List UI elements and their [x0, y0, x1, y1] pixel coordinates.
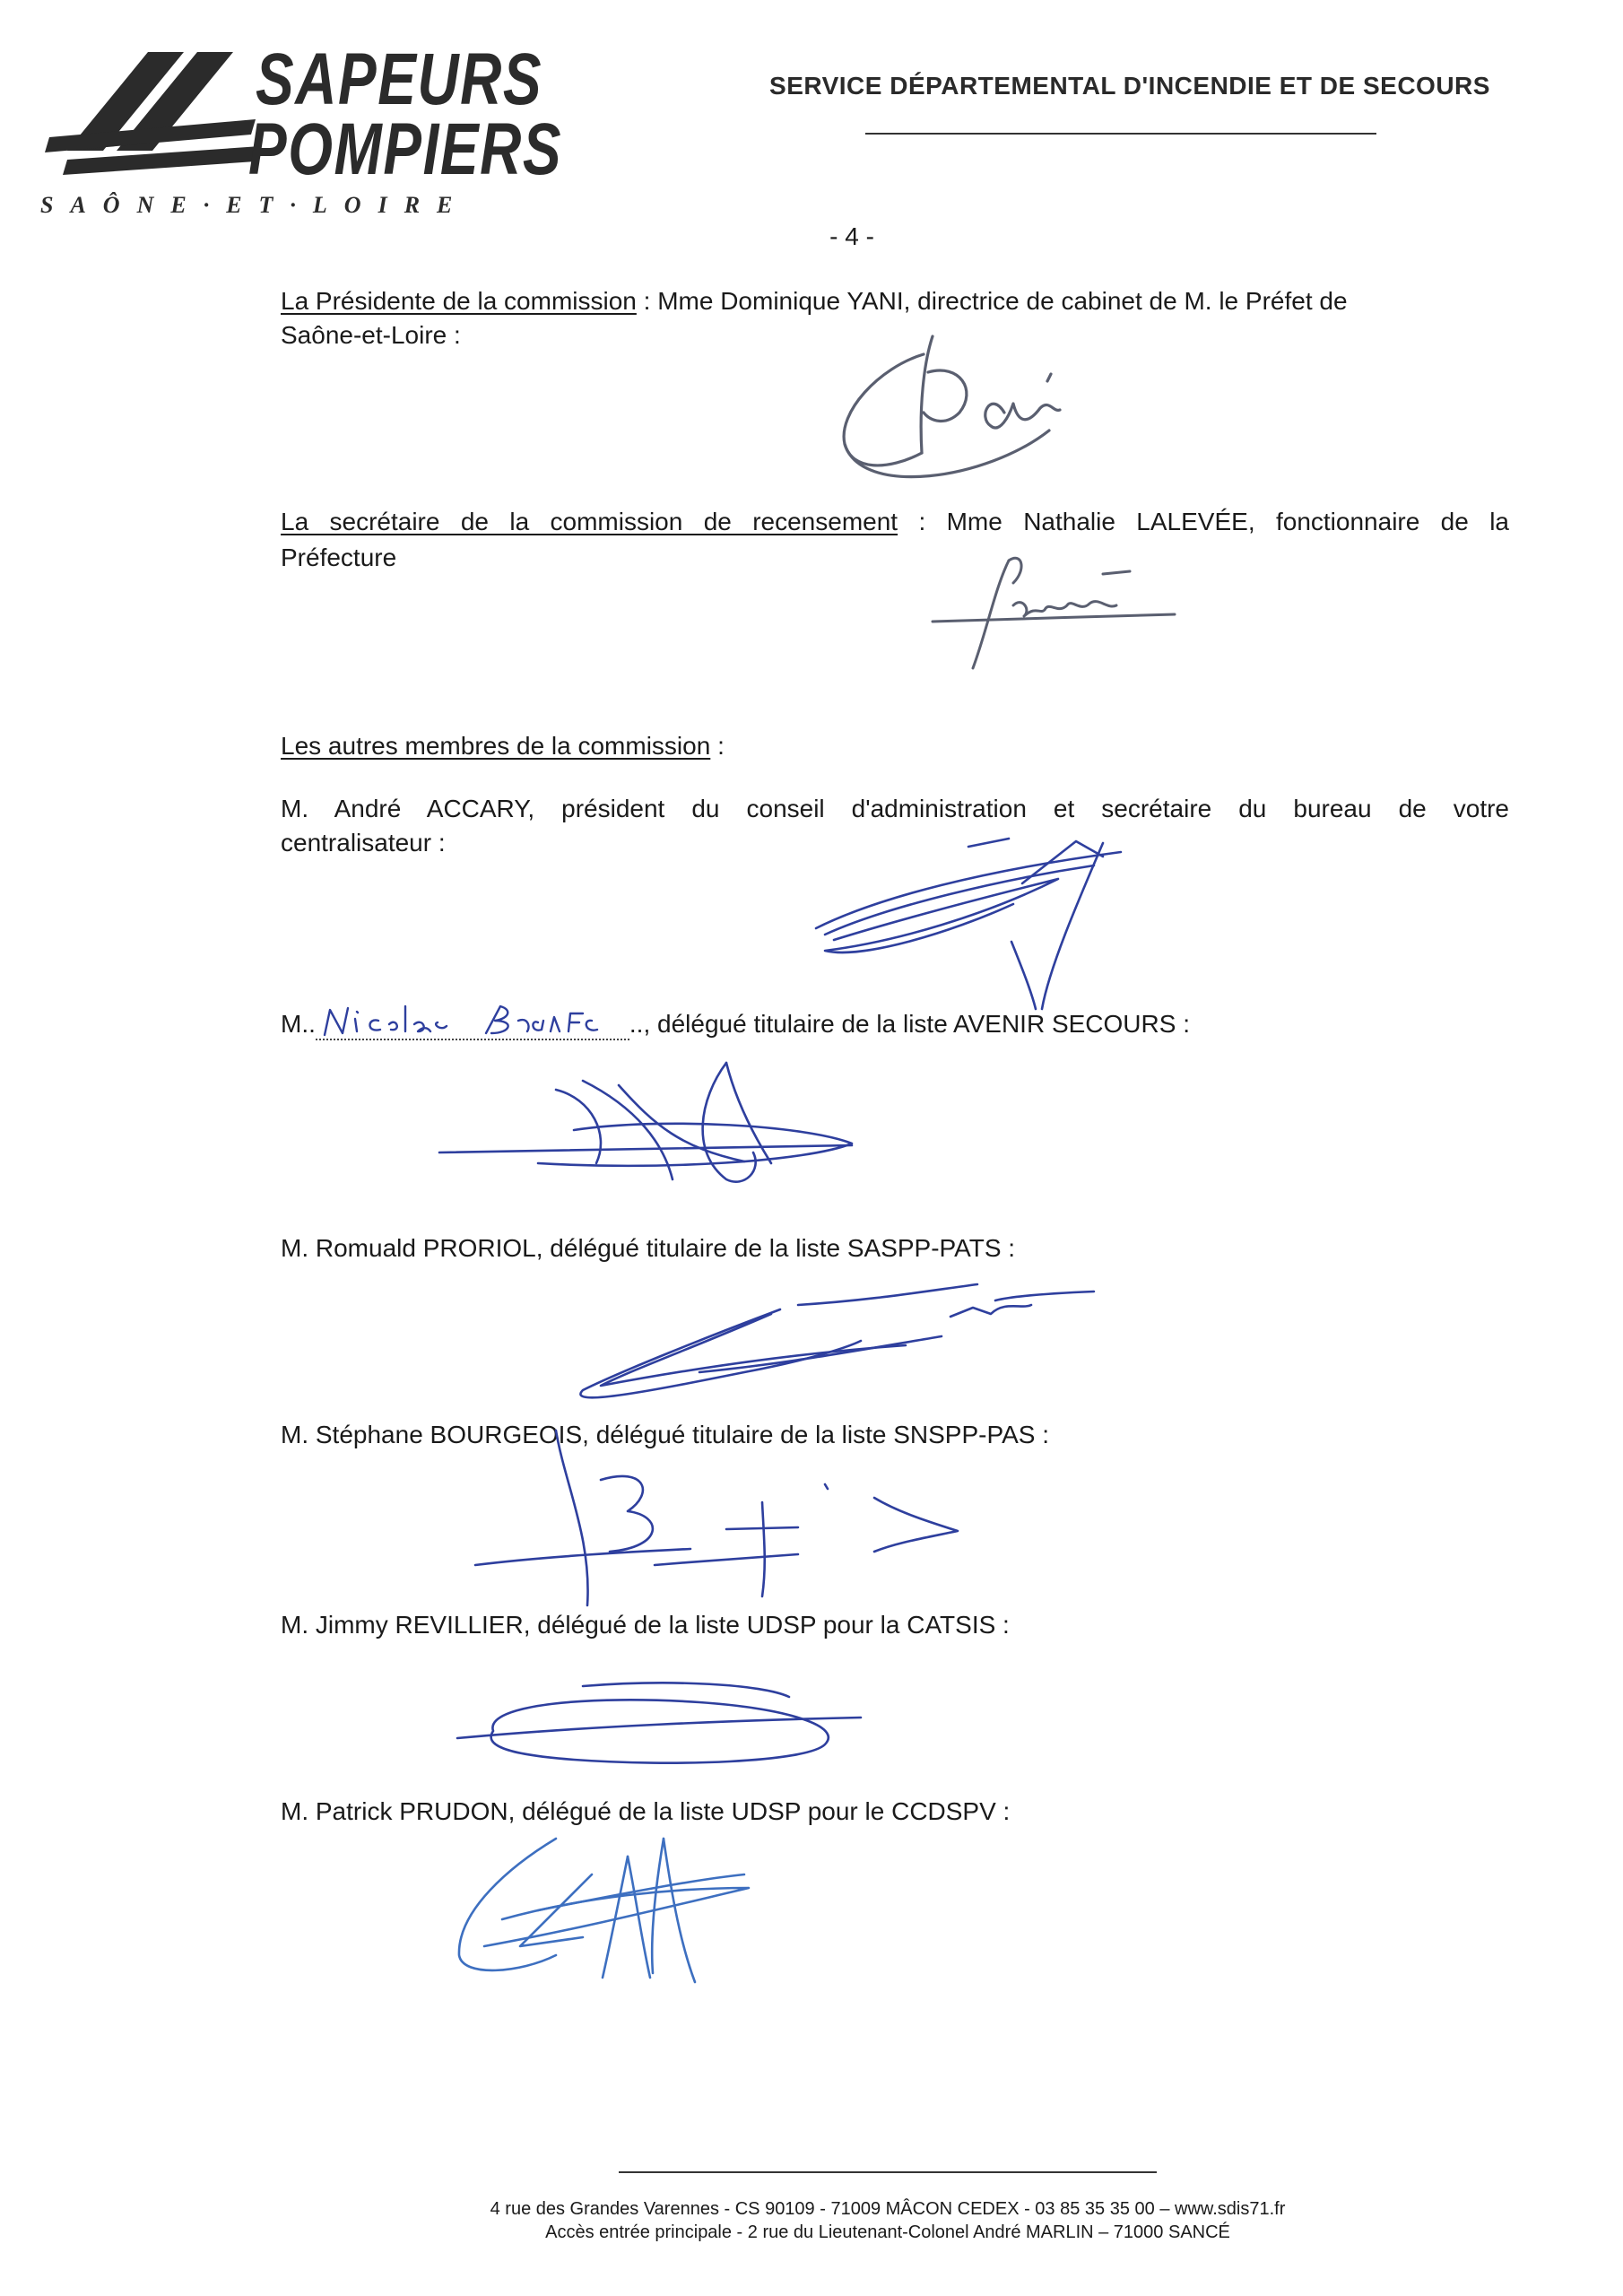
member-bourgeois-line: M. Stéphane BOURGEOIS, délégué titulaire de la liste SNSPP-PAS :: [281, 1421, 1049, 1448]
member-brael-line: [281, 1008, 1190, 1040]
sdis-logo: [40, 39, 563, 222]
member-brael-handwritten: [316, 1012, 629, 1040]
member-brael-prefix: M..: [281, 1010, 316, 1038]
signature-bourgeois: [475, 1431, 977, 1610]
secretaire-text: : Mme Nathalie LALEVÉE, fonctionnaire de la: [898, 508, 1509, 535]
member-accary-line2: centralisateur :: [281, 829, 446, 857]
logo-region: SAÔNE·ET·LOIRE: [40, 192, 470, 218]
member-brael-suffix: .., délégué titulaire de la liste AVENIR SECOURS :: [629, 1010, 1190, 1038]
presidente-line: [281, 285, 1509, 317]
service-title: SERVICE DÉPARTEMENTAL D'INCENDIE ET DE SECOURS: [769, 72, 1490, 100]
signature-proriol: [565, 1274, 1103, 1417]
logo-line2: POMPIERS: [248, 109, 563, 190]
presidente-text: : Mme Dominique YANI, directrice de cabinet de M. le Préfet de: [636, 287, 1348, 315]
logo-swoosh-icon: [40, 52, 273, 187]
secretaire-line: [281, 506, 1509, 538]
member-accary-line1: M. André ACCARY, président du conseil d'administration et secrétaire du bureau de votre: [281, 795, 1509, 822]
signature-prudon: [448, 1803, 771, 1982]
autres-line: [281, 730, 725, 762]
member-prudon-line: M. Patrick PRUDON, délégué de la liste UDSP pour le CCDSPV :: [281, 1797, 1011, 1825]
footer-address: 4 rue des Grandes Varennes - CS 90109 - 71009 MÂCON CEDEX - 03 85 35 35 00 – www.sdis71.fr: [490, 2199, 1286, 2219]
member-revillier-line: M. Jimmy REVILLIER, délégué de la liste UDSP pour la CATSIS :: [281, 1611, 1010, 1639]
signature-brael: [430, 1063, 879, 1202]
autres-label: Les autres membres de la commission: [281, 732, 711, 760]
presidente-line2: Saône-et-Loire :: [281, 321, 461, 349]
member-proriol-line: M. Romuald PRORIOL, délégué titulaire de la liste SASPP-PATS :: [281, 1234, 1016, 1262]
presidente-label: La Présidente de la commission: [281, 287, 637, 315]
secretaire-line2: Préfecture: [281, 544, 397, 571]
handwritten-name-icon: [316, 1001, 629, 1037]
signature-accary: [807, 834, 1166, 1013]
signature-secretaire: [924, 543, 1184, 677]
logo-line1: SAPEURS: [256, 39, 543, 120]
secretaire-label: La secrétaire de la commission de recensement: [281, 508, 898, 535]
autres-text: :: [710, 732, 725, 760]
footer-rule: [619, 2171, 1157, 2173]
signature-presidente: [825, 327, 1148, 498]
page-number: - 4 -: [829, 222, 874, 250]
footer-access: Accès entrée principale - 2 rue du Lieutenant-Colonel André MARLIN – 71000 SANCÉ: [545, 2222, 1230, 2242]
signature-revillier: [448, 1677, 879, 1776]
service-title-rule: [865, 133, 1376, 135]
